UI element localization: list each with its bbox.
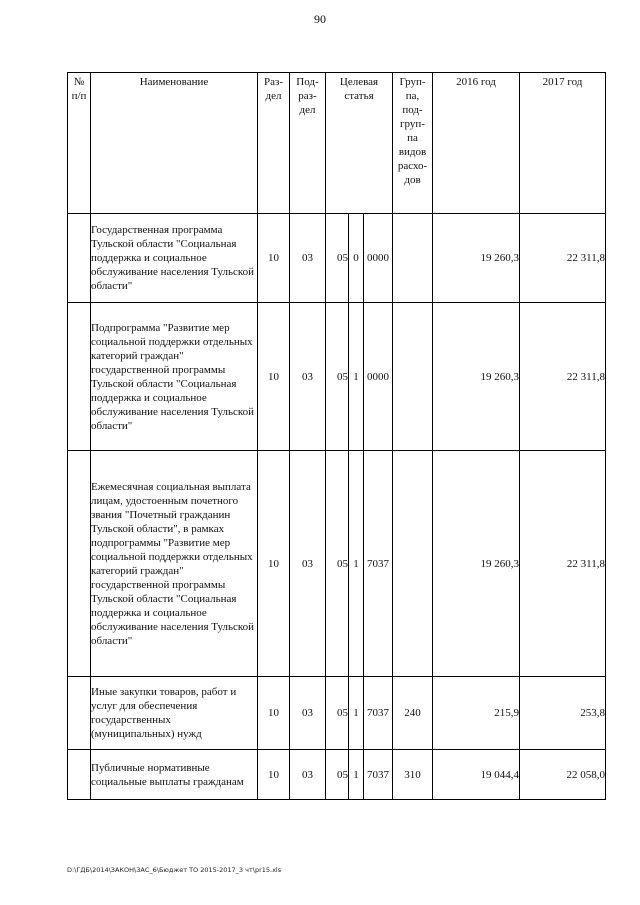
row-razdel: 10: [258, 677, 290, 750]
row-num: [68, 677, 91, 750]
table-header-row: [68, 73, 606, 214]
row-2017: 22 311,8: [520, 303, 606, 451]
row-razdel: 10: [258, 451, 290, 677]
table-row: [68, 677, 606, 750]
table-row: [68, 214, 606, 303]
row-target-direction: 0000: [364, 214, 393, 303]
row-group: [393, 303, 433, 451]
row-target-direction: 0000: [364, 303, 393, 451]
row-2016: 19 044,4: [433, 750, 520, 800]
header-razdel: Раз- дел: [258, 73, 290, 214]
row-target-program: 05: [326, 451, 349, 677]
header-num: № п/п: [68, 73, 91, 214]
row-target-program: 05: [326, 677, 349, 750]
row-name: Подпрограмма "Развитие мер социальной поддержки отдельных категорий граждан" государственной программы Тульской области "Социальная поддержка и социальное обслуживание населения Тульской области": [91, 303, 258, 451]
row-target-subprogram: 0: [349, 214, 364, 303]
row-2016: 19 260,3: [433, 451, 520, 677]
row-name: Ежемесячная социальная выплата лицам, удостоенным почетного звания "Почетный гражданин Тульской области", в рамках подпрограммы "Развитие мер социальной поддержки отдельных категорий граждан" государственной программы Тульской области "Социальная поддержка и социальное обслуживание населения Тульской области": [91, 451, 258, 677]
row-target-program: 05: [326, 214, 349, 303]
row-target-direction: 7037: [364, 451, 393, 677]
row-podrazdel: 03: [290, 451, 326, 677]
row-group: 240: [393, 677, 433, 750]
row-razdel: 10: [258, 214, 290, 303]
row-razdel: 10: [258, 303, 290, 451]
budget-table: [67, 72, 606, 800]
row-2016: 215,9: [433, 677, 520, 750]
row-num: [68, 451, 91, 677]
table-row: [68, 303, 606, 451]
row-podrazdel: 03: [290, 214, 326, 303]
header-name: Наименование: [91, 73, 258, 214]
header-2017: 2017 год: [520, 73, 606, 214]
row-target-subprogram: 1: [349, 303, 364, 451]
row-num: [68, 214, 91, 303]
page-number: 90: [314, 12, 326, 26]
row-target-subprogram: 1: [349, 677, 364, 750]
row-2017: 22 058,0: [520, 750, 606, 800]
row-podrazdel: 03: [290, 677, 326, 750]
row-2017: 22 311,8: [520, 214, 606, 303]
row-group: [393, 451, 433, 677]
row-target-direction: 7037: [364, 750, 393, 800]
row-2017: 22 311,8: [520, 451, 606, 677]
file-path-footer: D:\ГДБ\2014\ЗАКОН\ЗАС_6\Бюджет ТО 2015-2017_3 чт\pr15.xls: [67, 866, 282, 874]
row-group: 310: [393, 750, 433, 800]
row-name: Государственная программа Тульской области "Социальная поддержка и социальное обслуживание населения Тульской области": [91, 214, 258, 303]
row-razdel: 10: [258, 750, 290, 800]
row-num: [68, 750, 91, 800]
row-podrazdel: 03: [290, 750, 326, 800]
row-num: [68, 303, 91, 451]
row-2016: 19 260,3: [433, 303, 520, 451]
row-target-subprogram: 1: [349, 451, 364, 677]
header-podrazdel: Под- раз- дел: [290, 73, 326, 214]
row-target-program: 05: [326, 750, 349, 800]
header-2016: 2016 год: [433, 73, 520, 214]
row-2017: 253,8: [520, 677, 606, 750]
row-target-subprogram: 1: [349, 750, 364, 800]
row-group: [393, 214, 433, 303]
table-row: [68, 750, 606, 800]
row-name: Иные закупки товаров, работ и услуг для обеспечения государственных (муниципальных) нужд: [91, 677, 258, 750]
table-row: [68, 451, 606, 677]
row-target-direction: 7037: [364, 677, 393, 750]
header-group: Груп- па, под- груп- па видов расхо- дов: [393, 73, 433, 214]
row-2016: 19 260,3: [433, 214, 520, 303]
row-podrazdel: 03: [290, 303, 326, 451]
row-name: Публичные нормативные социальные выплаты гражданам: [91, 750, 258, 800]
row-target-program: 05: [326, 303, 349, 451]
header-target: Целевая статья: [326, 73, 393, 214]
